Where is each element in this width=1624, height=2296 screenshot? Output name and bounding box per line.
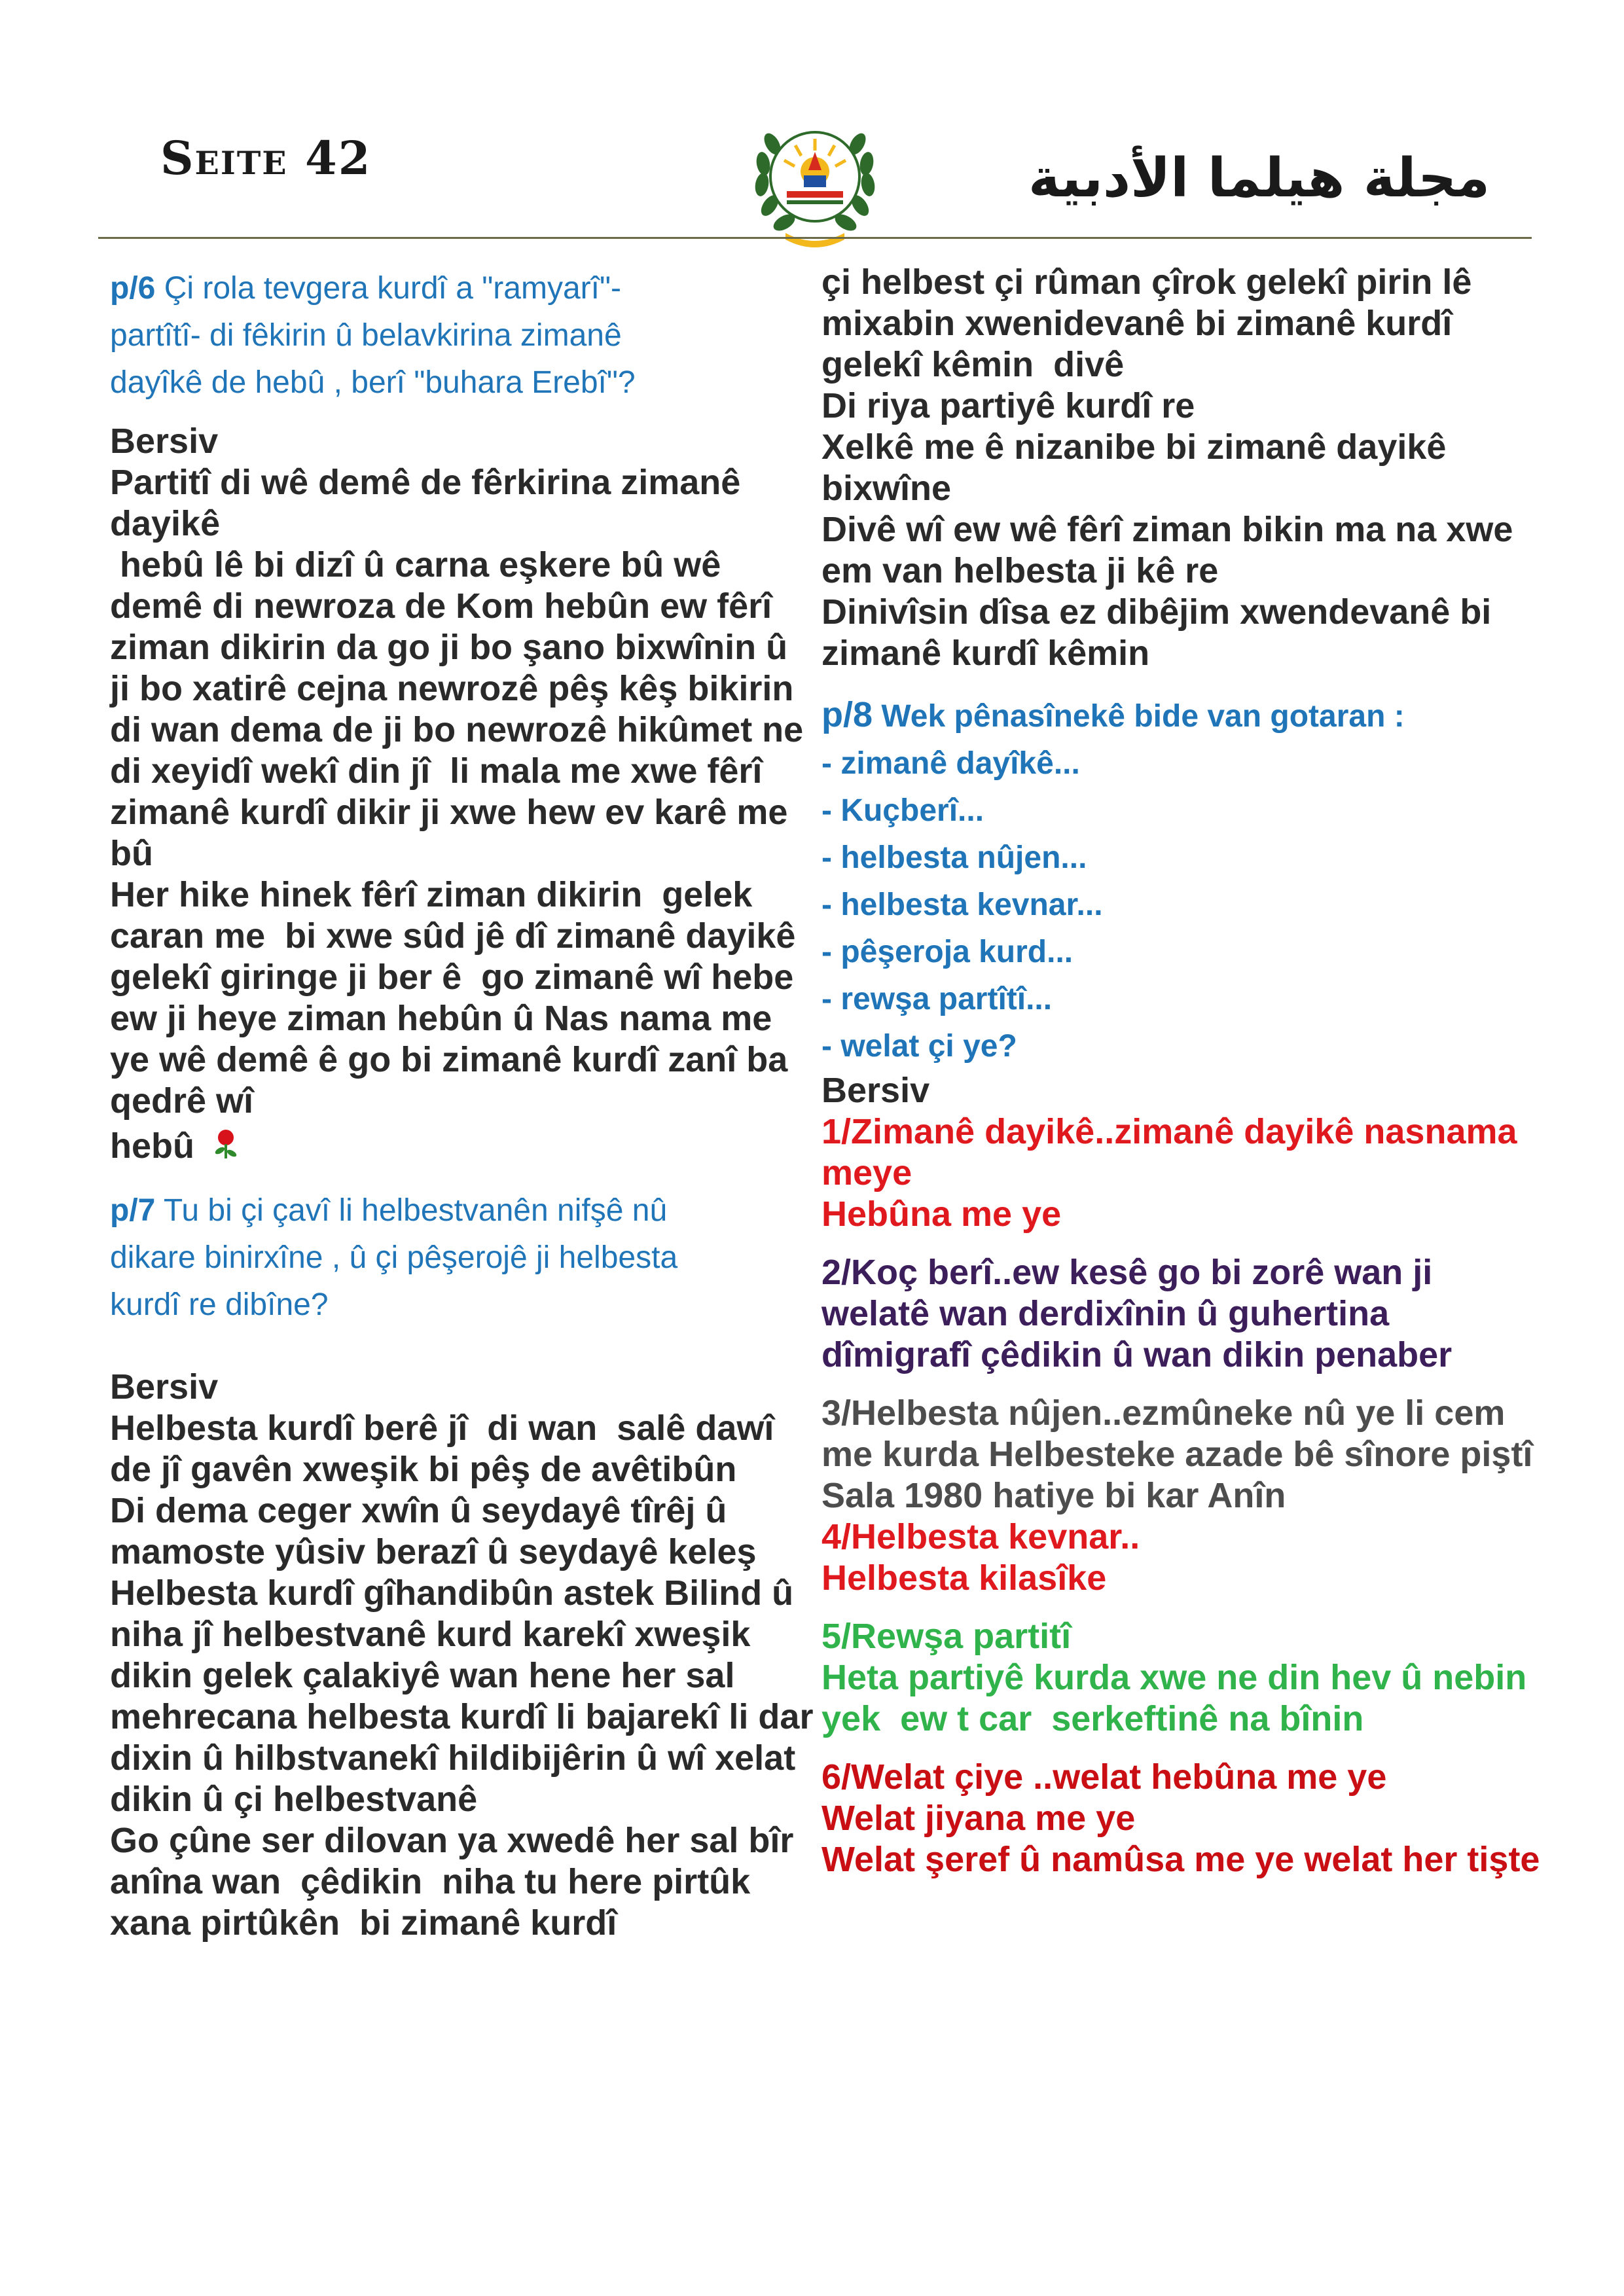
page-number: Seite 42 xyxy=(160,131,372,185)
question-line: dikare binirxîne , û çi pêşerojê ji helbesta xyxy=(110,1240,678,1276)
question-label: p/8 xyxy=(821,695,873,734)
answer-item-6: 6/Welat çiye ..welat hebûna me ye Welat jiyana me ye Welat şeref û namûsa me ye welat her tişte xyxy=(821,1757,1540,1879)
question-p7 xyxy=(110,1187,817,1329)
answer-continuation: çi helbest çi rûman çîrok gelekî pirin lê mixabin xwenidevanê bi zimanê kurdî gelekî kêmin divê Di riya partiyê kurdî re Xelkê me ê nizanibe bi zimanê dayikê bixwîne Divê wî ew wê fêrî ziman bikin ma na xwe em van helbesta ji kê re Dinivîsin dîsa ez dibêjim xwendevanê bi zimanê kurdî kêmin xyxy=(821,262,1513,673)
question-label: p/6 xyxy=(110,271,156,306)
answer-p6 xyxy=(110,421,817,1169)
rose-icon xyxy=(211,1128,240,1169)
answer-last-line: hebû xyxy=(110,1126,194,1166)
right-column xyxy=(821,262,1542,1880)
list-item: - welat çi ye? xyxy=(821,1029,1017,1064)
question-p8 xyxy=(821,691,1542,1070)
list-item: - rewşa partîtî... xyxy=(821,982,1053,1016)
question-line: Tu bi çi çavî li helbestvanên nifşê nû xyxy=(163,1193,668,1229)
list-item: - zimanê dayîkê... xyxy=(821,746,1080,781)
answer-p8 xyxy=(821,1070,1542,1880)
question-line: partîtî- di fêkirin û belavkirina zimanê xyxy=(110,318,622,353)
answer-item-4: 4/Helbesta kevnar.. Helbesta kilasîke xyxy=(821,1517,1140,1598)
list-item: - helbesta kevnar... xyxy=(821,888,1103,922)
left-column xyxy=(110,262,817,1944)
answer-body: Partitî di wê demê de fêrkirina zimanê dayikê hebû lê bi dizî û carna eşkere bû wê demê di newroza de Kom hebûn ew fêrî ziman dikirin da go ji bo şano bixwînin û ji bo xatirê cejna newrozê pêş kêş bikirin di wan dema de ji bo newrozê hikûmet ne di xeyidî wekî din jî li mala me xwe fêrî zimanê kurdî dikir ji xwe hew ev karê me bû Her hike hinek fêrî ziman dikirin gelek caran me bi xwe sûd jê dî zimanê dayikê gelekî giringe ji ber ê go zimanê wî hebe ew ji heye ziman hebûn û Nas nama me ye wê demê ê go bi zimanê kurdî zanî ba qedrê wî xyxy=(110,463,804,1121)
question-p6 xyxy=(110,265,817,406)
answer-p7 xyxy=(110,1367,817,1944)
question-line: dayîkê de hebû , berî "buhara Erebî"? xyxy=(110,365,636,400)
magazine-logo xyxy=(746,105,884,255)
answer-title: Bersiv xyxy=(821,1071,930,1110)
answer-item-1: 1/Zimanê dayikê..zimanê dayikê nasnama meye Hebûna me ye xyxy=(821,1112,1517,1234)
question-text: Wek pênasînekê bide van gotaran : xyxy=(873,699,1405,734)
header-divider xyxy=(98,237,1532,239)
magazine-title: مجلة هيلما الأدبية xyxy=(1028,147,1490,209)
question-line: kurdî re dibîne? xyxy=(110,1287,329,1323)
list-item: - helbesta nûjen... xyxy=(821,840,1087,875)
answer-item-2: 2/Koç berî..ew kesê go bi zorê wan ji welatê wan derdixînin û guhertina dîmigrafî çêdikin û wan dikin penaber xyxy=(821,1253,1453,1374)
answer-body: Helbesta kurdî berê jî di wan salê dawî de jî gavên xweşik bi pêş de avêtibûn Di dema ceger xwîn û seydayê tîrêj û mamoste yûsiv berazî û seydayê keleş Helbesta kurdî gîhandibûn astek Bilind û niha jî helbestvanê kurd karekî xweşik dikin gelek çalakiyê wan hene her sal mehrecana helbesta kurdî li bajarekî li dar dixin û hilbstvanekî hildibijêrin û wî xelat dikin û çi helbestvanê Go çûne ser dilovan ya xwedê her sal bîr anîna wan çêdikin niha tu here pirtûk xana pirtûkên bi zimanê kurdî xyxy=(110,1408,814,1943)
list-item: - pêşeroja kurd... xyxy=(821,935,1074,969)
list-item: - Kuçberî... xyxy=(821,793,984,828)
answer-item-3: 3/Helbesta nûjen..ezmûneke nû ye li cem me kurda Helbesteke azade bê sînore piştî Sala 1980 hatiye bi kar Anîn xyxy=(821,1393,1543,1515)
answer-title: Bersiv xyxy=(110,1367,219,1407)
answer-item-5: 5/Rewşa partitî Heta partiyê kurda xwe ne din hev û nebin yek ew t car serkeftinê na bînin xyxy=(821,1617,1527,1738)
answer-title: Bersiv xyxy=(110,422,219,461)
question-label: p/7 xyxy=(110,1193,156,1229)
question-line: Çi rola tevgera kurdî a "ramyarî"- xyxy=(155,271,621,306)
